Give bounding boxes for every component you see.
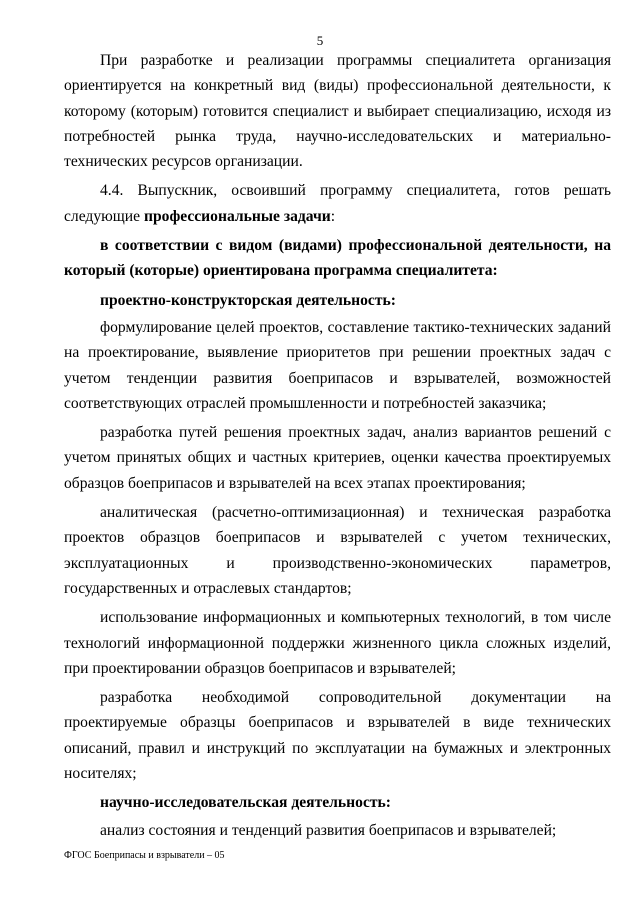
page-number: 5 <box>316 33 324 48</box>
paragraph-design-goals: формулирование целей проектов, составление тактико-технических заданий на проектирование, выявление приоритетов при решении проектных задач с учетом тенденции развития боеприпасов и взрывателей, возможностей соответствующих отраслей промышленности и потребностей заказчика; <box>64 318 611 412</box>
paragraph-technical-development: аналитическая (расчетно-оптимизационная) и техническая разработка проектов образцов боеприпасов и взрывателей с учетом технических, эксплуатационных и производственно-экономических параметров, государственных и отраслевых стандартов; <box>64 504 611 597</box>
paragraph-analysis: анализ состояния и тенденций развития боеприпасов и взрывателей; <box>100 821 557 839</box>
page-footer: ФГОС Боеприпасы и взрыватели – 05 <box>64 850 225 861</box>
paragraph-information-technologies: использование информационных и компьютерных технологий, в том числе технологий информационной поддержки жизненного цикла сложных изделий, при проектировании образцов боеприпасов и взрывателей; <box>64 609 611 677</box>
paragraph-documentation: разработка необходимой сопроводительной документации на проектируемые образцы боеприпасов и взрывателей в виде технических описаний, правил и инструкций по эксплуатации на бумажных и электронных носителях; <box>64 689 611 783</box>
paragraph-activity-types: в соответствии с видом (видами) профессиональной деятельности, на который (которые) ориентирована программа специалитета: <box>64 237 611 280</box>
paragraph-graduate-tasks <box>64 178 611 229</box>
paragraph-graduate-tasks-prefix: 4.4. Выпускник, освоивший программу специалитета, готов решать следующие <box>64 182 611 225</box>
heading-design-activity: проектно-конструкторская деятельность: <box>100 291 396 309</box>
professional-tasks-term: профессиональные задачи <box>143 207 331 225</box>
paragraph-graduate-tasks-suffix: : <box>330 207 336 225</box>
paragraph-program-orientation: При разработке и реализации программы специалитета организация ориентируется на конкретный вид (виды) профессиональной деятельности, к которому (которым) готовится специалист и выбирает специализацию, исходя из потребностей рынка труда, научно-исследовательских и материально-технических ресурсов организации. <box>64 52 611 171</box>
paragraph-design-solutions: разработка путей решения проектных задач, анализ вариантов решений с учетом принятых общих и частных критериев, оценки качества проектируемых образцов боеприпасов и взрывателей на всех этапах проектирования; <box>64 424 611 492</box>
heading-research-activity: научно-исследовательская деятельность: <box>100 794 391 812</box>
document-body <box>64 48 611 847</box>
